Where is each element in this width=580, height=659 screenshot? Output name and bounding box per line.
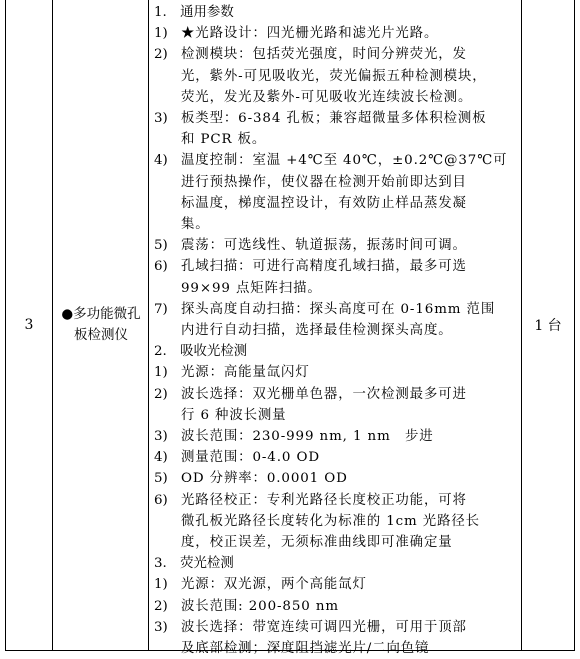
spec-item-line [154, 447, 524, 468]
item-quantity: 1 台 [534, 318, 562, 334]
spec-item-number: 1) [154, 26, 168, 42]
spec-table-row [5, 0, 575, 657]
spec-item-text: 内进行自动扫描，选择最佳检测探头高度。 [181, 323, 453, 339]
spec-item-line [154, 638, 524, 659]
spec-item-line [154, 532, 524, 553]
spec-item-text: 探头高度自动扫描：探头高度可在 0-16mm 范围 [181, 301, 496, 317]
spec-item-line [154, 384, 524, 405]
section-heading-absorbance: 2. 吸收光检测 [154, 344, 248, 360]
spec-item-text: 及底部检测；深度阻挡滤光片/二向色镜 [181, 641, 430, 657]
spec-item-text: 集。 [181, 217, 210, 233]
spec-item-number: 3) [154, 429, 168, 445]
spec-item-line [154, 617, 524, 638]
spec-item-line [154, 108, 524, 129]
spec-item-text: 波长范围：230-999 nm, 1 nm 步进 [181, 429, 434, 445]
spec-item-line [154, 468, 524, 489]
item-name: ●多功能微孔板检测仪 [61, 306, 141, 343]
spec-item-number: 4) [154, 450, 168, 466]
spec-item-text: 99×99 点矩阵扫描。 [181, 280, 322, 296]
spec-item-line [154, 129, 524, 150]
spec-item-line [154, 362, 524, 383]
spec-item-line [154, 299, 524, 320]
spec-item-text: 波长选择：双光栅单色器，一次检测最多可进 [181, 386, 467, 402]
spec-item-line [154, 574, 524, 595]
spec-item-line [154, 405, 524, 426]
spec-item-line [154, 87, 524, 108]
spec-item-text: 温度控制：室温 +4℃至 40℃，±0.2℃@37℃可 [181, 153, 508, 169]
row-number: 3 [24, 317, 34, 333]
spec-item-text: 进行预热操作，使仪器在检测开始前即达到目 [181, 174, 467, 190]
spec-item-text: 波长选择：带宽连续可调四光栅，可用于顶部 [181, 619, 467, 635]
spec-item-line [154, 23, 524, 44]
spec-item-text: 光源：双光源，两个高能氙灯 [181, 577, 367, 593]
spec-item-text: 孔域扫描：可进行高精度孔域扫描，最多可选 [181, 259, 467, 275]
item-name-cell [53, 0, 149, 650]
spec-item-text: 行 6 种波长测量 [181, 407, 287, 423]
spec-item-text: 光，紫外-可见吸收光，荧光偏振五种检测模块， [181, 68, 487, 84]
spec-item-line [154, 256, 524, 277]
section-heading-general: 1. 通用参数 [154, 5, 234, 20]
spec-item-text: 波长范围: 200-850 nm [181, 598, 339, 614]
spec-item-number: 2) [154, 47, 168, 63]
spec-item-line [154, 511, 524, 532]
spec-item-number: 4) [154, 153, 168, 169]
spec-item-line [154, 235, 524, 256]
spec-item-number: 5) [154, 238, 168, 254]
spec-item-text: 和 PCR 板。 [181, 132, 267, 148]
spec-item-line [154, 193, 524, 214]
spec-item-number: 2) [154, 598, 168, 614]
spec-item-text: 光源：高能量氙闪灯 [181, 365, 310, 381]
section-heading-fluorescence: 3. 荧光检测 [154, 556, 234, 572]
spec-item-text: ★光路设计：四光栅光路和滤光片光路。 [181, 26, 439, 42]
spec-item-text: 标温度，梯度温控设计，有效防止样品蒸发凝 [181, 195, 467, 211]
spec-item-number: 1) [154, 365, 168, 381]
spec-item-line [154, 214, 524, 235]
spec-item-number: 6) [154, 259, 168, 275]
spec-item-line [154, 490, 524, 511]
spec-item-line [154, 278, 524, 299]
spec-item-number: 3) [154, 111, 168, 127]
spec-item-text: 震荡：可选线性、轨道振荡，振荡时间可调。 [181, 238, 467, 254]
spec-item-line [154, 596, 524, 617]
spec-item-line [154, 320, 524, 341]
spec-item-number: 5) [154, 471, 168, 487]
spec-item-line [154, 44, 524, 65]
spec-item-line [154, 172, 524, 193]
spec-item-text: 检测模块：包括荧光强度，时间分辨荧光，发 [181, 47, 467, 63]
spec-item-text: 微孔板光路径长度转化为标准的 1cm 光路径长 [181, 513, 480, 529]
spec-item-text: OD 分辨率：0.0001 OD [181, 471, 348, 487]
spec-item-number: 7) [154, 301, 168, 317]
spec-item-line [154, 426, 524, 447]
spec-item-text: 测量范围：0-4.0 OD [181, 450, 320, 466]
spec-item-text: 荧光，发光及紫外-可见吸收光连续波长检测。 [181, 89, 473, 105]
spec-item-text: 板类型：6-384 孔板；兼容超微量多体积检测板 [181, 111, 487, 127]
spec-item-number: 6) [154, 492, 168, 508]
specification-cell [154, 2, 524, 659]
spec-item-text: 光路径校正：专利光路径长度校正功能，可将 [181, 492, 467, 508]
spec-item-line [154, 150, 524, 171]
spec-item-number: 1) [154, 577, 168, 593]
spec-item-line [154, 66, 524, 87]
spec-item-number: 3) [154, 619, 168, 635]
spec-item-number: 2) [154, 386, 168, 402]
spec-item-text: 度，校正误差，无须标准曲线即可准确定量 [181, 535, 453, 551]
